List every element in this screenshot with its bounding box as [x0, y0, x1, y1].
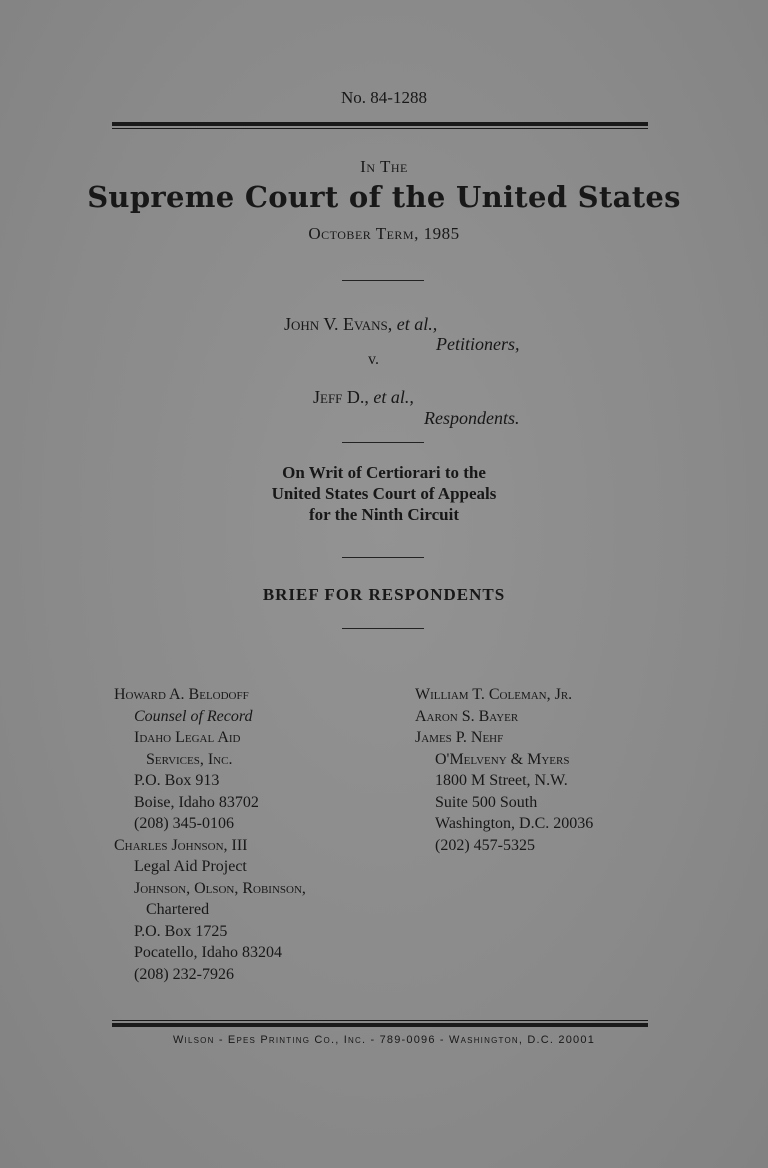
counsel-address: P.O. Box 913: [134, 772, 220, 789]
counsel-name: Aaron S. Bayer: [415, 707, 519, 725]
counsel-firm: Chartered: [146, 901, 210, 918]
court-term: October Term, 1985: [308, 224, 460, 243]
counsel-name: Howard A. Belodoff: [114, 686, 249, 703]
counsel-right-column: [415, 684, 593, 856]
top-rule-thin: [112, 128, 648, 129]
counsel-phone: (208) 232-7926: [134, 965, 234, 983]
counsel-name: James P. Nehf: [415, 729, 504, 746]
counsel-left-column: [114, 684, 306, 985]
respondent-party: [313, 387, 414, 408]
in-the-heading: In The: [360, 157, 408, 176]
counsel-organization: Idaho Legal Aid: [134, 729, 241, 746]
writ-line: On Writ of Certiorari to the: [282, 463, 486, 482]
counsel-address: Washington, D.C. 20036: [435, 815, 594, 832]
divider-rule-3: [342, 557, 424, 558]
writ-statement: [0, 462, 768, 525]
divider-rule-4: [342, 628, 424, 629]
respondent-name: Jeff D.,: [313, 387, 369, 407]
respondent-etal: et al.,: [373, 387, 414, 407]
brief-title: BRIEF FOR RESPONDENTS: [262, 585, 506, 604]
petitioner-role: Petitioners,: [436, 334, 520, 354]
court-name: Supreme Court of the United States: [87, 180, 681, 214]
counsel-address: Pocatello, Idaho 83204: [134, 944, 282, 961]
counsel-name: William T. Coleman, Jr.: [415, 686, 573, 703]
counsel-address: Suite 500 South: [435, 793, 538, 811]
counsel-firm: O'Melveny & Myers: [435, 750, 570, 768]
counsel-address: 1800 M Street, N.W.: [435, 772, 568, 789]
docket-number: No. 84-1288: [341, 88, 427, 107]
divider-rule-2: [342, 442, 424, 443]
respondent-role: Respondents.: [424, 408, 520, 428]
top-rule-thick: [112, 122, 648, 126]
writ-line: United States Court of Appeals: [271, 484, 497, 503]
counsel-address: Boise, Idaho 83702: [134, 793, 259, 811]
counsel-phone: (208) 345-0106: [134, 815, 234, 832]
counsel-name: Charles Johnson, III: [114, 836, 248, 854]
counsel-address: P.O. Box 1725: [134, 922, 228, 940]
petitioner-party: [284, 314, 437, 335]
counsel-organization: Legal Aid Project: [134, 858, 247, 875]
counsel-phone: (202) 457-5325: [435, 836, 535, 854]
counsel-organization: Services, Inc.: [146, 750, 233, 768]
petitioner-etal: et al.,: [396, 314, 438, 334]
divider-rule-1: [342, 280, 424, 281]
bottom-rule-thin: [112, 1020, 648, 1021]
printer-imprint: Wilson - Epes Printing Co., Inc. - 789-0096 - Washington, D.C. 20001: [172, 1034, 596, 1046]
counsel-role: Counsel of Record: [134, 707, 253, 725]
petitioner-name: John V. Evans,: [284, 314, 393, 334]
versus-label: v.: [368, 351, 379, 368]
counsel-firm: Johnson, Olson, Robinson,: [134, 879, 306, 897]
bottom-rule-thick: [112, 1023, 648, 1027]
writ-line: for the Ninth Circuit: [308, 505, 459, 524]
